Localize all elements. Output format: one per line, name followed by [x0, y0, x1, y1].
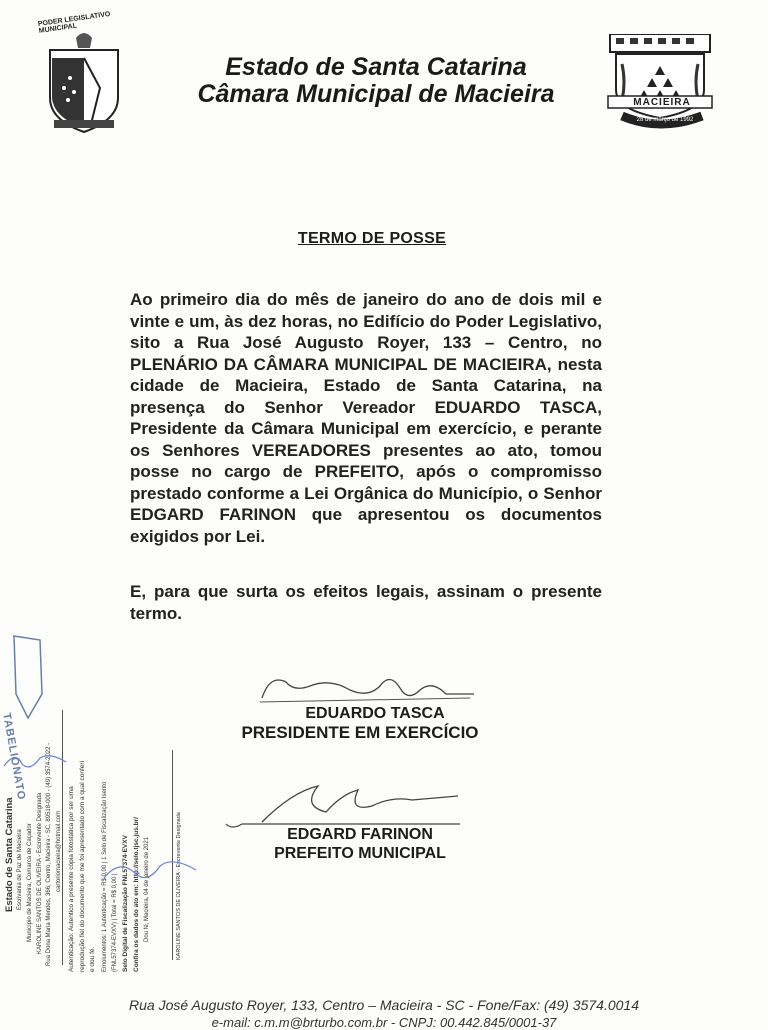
- notary-line-10: Emolumentos: 1 Autenticação = R$ 0,00 | 1 Selo de Fiscalização Isento: [102, 781, 108, 972]
- notary-line-6: cartoriomacieira@hotmail.com: [56, 810, 62, 892]
- notary-line-8: reprodução fiel do documento que me foi apresentado com a qual conferi: [79, 760, 86, 972]
- signature-scribble-1: [250, 668, 480, 708]
- notary-line-14: Dou fé, Macieira, 04 de janeiro de 2021: [144, 836, 150, 942]
- footer-contact: e-mail: c.m.m@brturbo.com.br - CNPJ: 00.442.845/0001-37: [211, 1015, 557, 1030]
- notary-line-11: (FNL57374-EVXV) | Total = R$ 0,00 |: [112, 873, 118, 972]
- notary-line-12: Selo Digital de Fiscalização FNL57374-EVXV: [122, 835, 129, 972]
- header-state: Estado de Santa Catarina: [225, 53, 527, 81]
- footer-address: Rua José Augusto Royer, 133, Centro – Macieira - SC - Fone/Fax: (49) 3574.0014: [129, 997, 639, 1013]
- notary-line-4: KAROLINE SANTOS DE OLIVEIRA - Escrevente Designada: [37, 792, 43, 954]
- notary-line-1: Estado de Santa Catarina: [4, 797, 15, 912]
- right-logo-banner: MACIEIRA: [633, 97, 691, 108]
- tabelionato-stamp-icon: [8, 634, 48, 720]
- notary-stamp: [0, 620, 200, 980]
- notary-line-13: Confira os dados do ato em: http://selo.tjsc.jus.br/: [133, 817, 140, 972]
- signature-scribble-2: [222, 782, 472, 830]
- notary-line-7: Autenticação: Autentico a presente cópia fotostática por ser uma: [68, 786, 75, 972]
- left-logo-arc-text: PODER LEGISLATIVO MUNICIPAL: [37, 10, 111, 35]
- header-chamber: Câmara Municipal de Macieira: [197, 80, 555, 108]
- document-title: TERMO DE POSSE: [297, 230, 447, 247]
- blue-signature-scribble: [100, 850, 200, 890]
- notary-line-9: e dou fé.: [89, 946, 96, 972]
- notary-line-5: Rua Dona Maria Mendes, 366, Centro, Macieira - SC, 89518-000 - (49) 3574-2022 -: [46, 742, 52, 966]
- signature-1-role: PRESIDENTE EM EXERCÍCIO: [241, 723, 479, 742]
- right-logo-ribbon: 28 de março de 1992: [636, 117, 694, 123]
- stamp-word: TABELIONATO: [0, 712, 28, 802]
- signature-2-name: EDGARD FARINON: [287, 826, 433, 843]
- blue-initials-scribble: [0, 748, 70, 776]
- body-paragraph-1: Ao primeiro dia do mês de janeiro do ano de dois mil e vinte e um, às dez horas, no Edifício do Poder Legislativo, sito a Rua José Augusto Royer, 133 – Centro, no PLENÁRIO DA CÂMARA MUNICIPAL DE MACIEIRA, nesta cidade de Macieira, Estado de Santa Catarina, na presença do Senhor Vereador EDUARDO TASCA, Presidente da Câmara Municipal em exercício, e perante os Senhores VEREADORES presentes ao ato, tomou posse no cargo de PREFEITO, após o compromisso prestado conforme a Lei Orgânica do Município, o Senhor EDGARD FARINON que apresentou os documentos exigidos por Lei.: [130, 290, 602, 546]
- signature-1-name: EDUARDO TASCA: [305, 705, 445, 722]
- signature-2-role: PREFEITO MUNICIPAL: [274, 845, 446, 862]
- notary-line-3: Município de Macieira, Comarca de Caçador: [27, 823, 33, 942]
- notary-line-2: Escrivania de Paz de Macieira: [17, 829, 23, 910]
- body-paragraph-2: E, para que surta os efeitos legais, assinam o presente termo.: [130, 582, 602, 623]
- notary-line-15: KAROLINE SANTOS DE OLIVEIRA - Escrevente Designada: [176, 812, 182, 960]
